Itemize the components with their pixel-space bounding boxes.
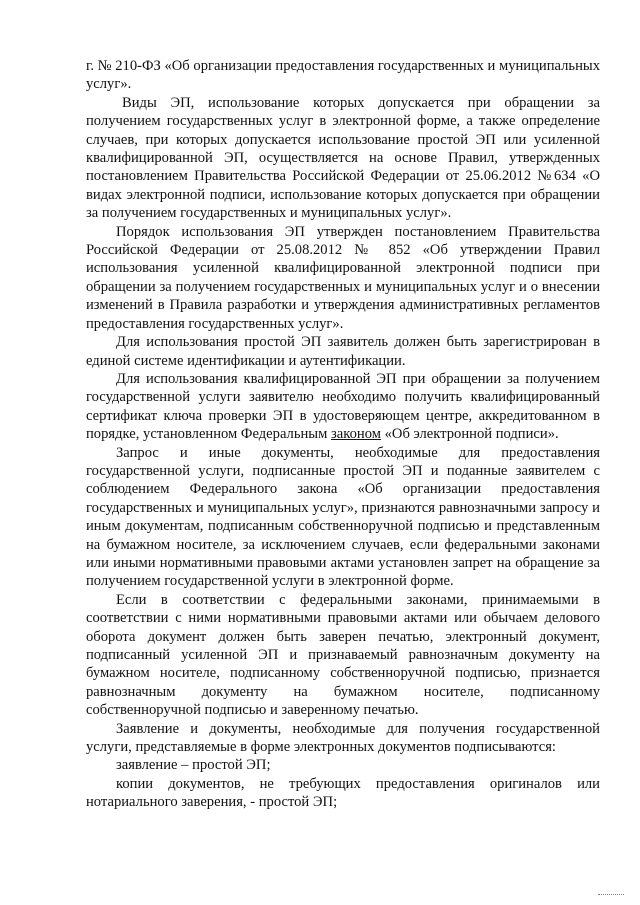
paragraph-5-text: Для использования квалифицированной ЭП при обращении за получением государственной услуги заявителю необходимо получить квалифицированный сертификат ключа проверки ЭП в удостоверяющем центре, аккредитованном в порядке, установленном Федеральным [86, 370, 600, 443]
paragraph-5 [86, 370, 600, 444]
law-link[interactable]: законом [331, 426, 381, 443]
paragraph-6: Запрос и иные документы, необходимые для предоставления государственной услуги, подписанные простой ЭП и поданные заявителем с соблюдением Федерального закона «Об организации предоставления государственных и муниципальных услуг», признаются равнозначными запросу и иным документам, подписанным собственноручной подписью и представленным на бумажном носителе, за исключением случаев, если федеральными законами или иными нормативными правовыми актами установлен запрет на обращение за получением государственной услуги в электронной форме. [86, 444, 600, 590]
paragraph-8: Заявление и документы, необходимые для получения государственной услуги, представляемые в форме электронных документов подписываются: [86, 720, 600, 756]
paragraph-3: Порядок использования ЭП утвержден постановлением Правительства Российской Федерации от 25.08.2012 № 852 «Об утверждении Правил использования усиленной квалифицированной электронной подписи при обращении за получением государственных и муниципальных услуг и о внесении изменений в Правила разработки и утверждения административных регламентов предоставления государственных услуг». [86, 223, 600, 332]
paragraph-7: Если в соответствии с федеральными законами, принимаемыми в соответствии с ними нормативными правовыми актами или обычаем делового оборота документ должен быть заверен печатью, электронный документ, подписанный усиленной ЭП и признаваемый равнозначным документу на бумажном носителе, подписанному собственноручной подписью, признается равнозначным документу на бумажном носителе, подписанному собственноручной подписью и заверенному печатью. [86, 591, 600, 719]
scan-mark [598, 894, 624, 896]
document-page [86, 57, 600, 812]
paragraph-2: Виды ЭП, использование которых допускается при обращении за получением государственных услуг в электронной форме, а также определение случаев, при которых допускается использование простой ЭП или усиленной квалифицированной ЭП, осуществляется на основе Правил, утвержденных постановлением Правительства Российской Федерации от 25.06.2012 №634 «О видах электронной подписи, использование которых допускается при обращении за получением государственных и муниципальных услуг». [86, 94, 600, 222]
paragraph-1: г. № 210-ФЗ «Об организации предоставления государственных и муниципальных услуг». [86, 58, 600, 93]
paragraph-10: копии документов, не требующих предоставления оригиналов или нотариального заверения, - простой ЭП; [86, 775, 600, 811]
paragraph-9: заявление – простой ЭП; [116, 757, 271, 774]
paragraph-4: Для использования простой ЭП заявитель должен быть зарегистрирован в единой системе идентификации и аутентификации. [86, 334, 600, 369]
paragraph-5-tail: «Об электронной подписи». [380, 426, 559, 443]
